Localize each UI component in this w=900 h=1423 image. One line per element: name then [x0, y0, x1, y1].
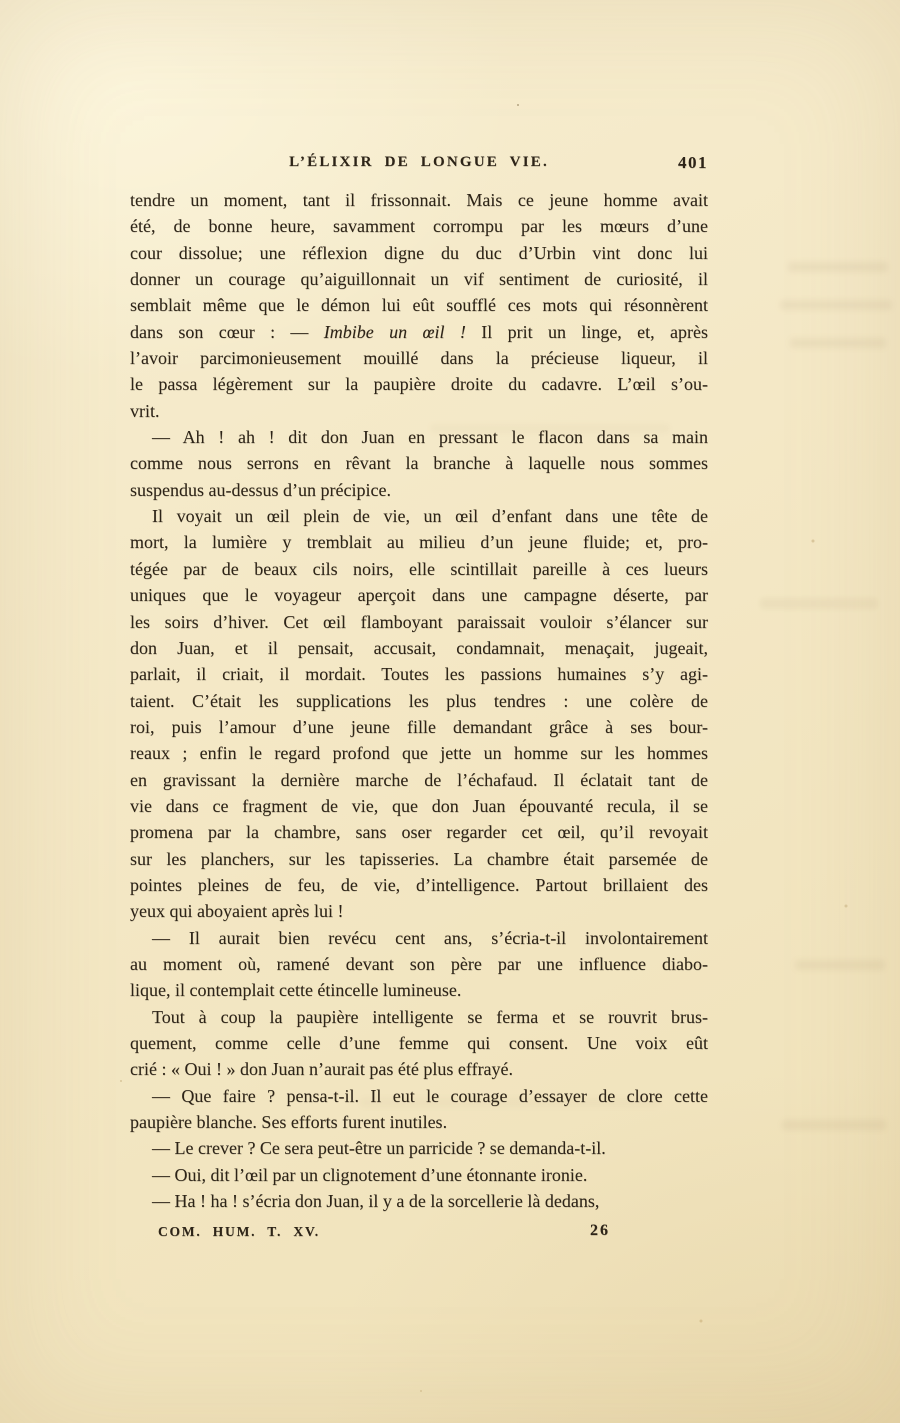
text-segment: dans son cœur : —	[130, 321, 324, 342]
paragraph	[130, 503, 708, 925]
text-segment: — Le crever ? Ce sera peut-être un parricide ? se demanda-t-il.	[152, 1138, 606, 1159]
text-line	[130, 688, 708, 714]
page-number: 401	[678, 153, 708, 172]
text-segment: — Oui, dit l’œil par un clignotement d’une étonnante ironie.	[152, 1164, 588, 1185]
text-segment: — Que faire ? pensa-t-il. Il eut le courage d’essayer de clore cette	[152, 1085, 708, 1106]
text-segment: — Ah ! ah ! dit don Juan en pressant le flacon dans sa main	[152, 427, 708, 448]
text-line	[130, 319, 708, 345]
text-segment: suspendus au-dessus d’un précipice.	[130, 479, 391, 500]
paragraph	[130, 1162, 708, 1188]
text-segment: le passa légèrement sur la paupière droite du cadavre. L’œil s’ou-	[130, 374, 708, 395]
text-line	[130, 529, 708, 555]
text-line	[130, 609, 708, 635]
text-segment: — Ha ! ha ! s’écria don Juan, il y a de la sorcellerie là dedans,	[152, 1191, 600, 1212]
text-line	[130, 898, 708, 924]
sheet-number: 26	[590, 1222, 610, 1240]
paragraph	[130, 1188, 708, 1214]
text-line	[130, 424, 708, 450]
text-line	[130, 635, 708, 661]
showthrough-smudge	[788, 262, 888, 272]
text-segment: au moment où, ramené devant son père par une influence diabo-	[130, 953, 708, 974]
text-line	[130, 345, 708, 371]
text-segment: — Il aurait bien revécu cent ans, s’écria-t-il involontairement	[152, 927, 708, 948]
text-line	[130, 977, 708, 1003]
showthrough-smudge	[790, 338, 886, 348]
text-segment: quement, comme celle d’une femme qui consent. Une voix eût	[130, 1033, 708, 1053]
text-line	[130, 187, 708, 213]
text-block	[130, 153, 708, 1244]
showthrough-smudge	[782, 1120, 886, 1130]
signature-mark: COM. HUM. T. XV.	[158, 1224, 320, 1240]
text-line	[130, 793, 708, 819]
text-segment: lique, il contemplait cette étincelle lumineuse.	[130, 980, 462, 1001]
text-segment: uniques que le voyageur aperçoit dans une campagne déserte, par	[130, 585, 708, 606]
text-segment: Il prit un linge, et, après	[465, 321, 708, 342]
text-segment: été, de bonne heure, savamment corrompu par les mœurs d’une	[130, 216, 708, 237]
text-line	[130, 582, 708, 608]
text-line	[130, 266, 708, 292]
text-segment: l’avoir parcimonieusement mouillé dans la précieuse liqueur, il	[130, 348, 708, 369]
text-segment: roi, puis l’amour d’une jeune fille demandant grâce à ses bour-	[130, 716, 708, 737]
page-header	[130, 153, 708, 175]
text-segment: donner un courage qu’aiguillonnait un vif sentiment de curiosité, il	[130, 269, 708, 290]
showthrough-smudge	[760, 598, 878, 609]
text-segment: les soirs d’hiver. Cet œil flamboyant paraissait vouloir s’élancer sur	[130, 611, 708, 632]
text-line	[130, 1109, 708, 1135]
text-segment: vrit.	[130, 400, 160, 421]
text-segment: reaux ; enfin le regard profond que jette un homme sur les hommes	[130, 743, 708, 764]
showthrough-smudge	[780, 300, 892, 310]
paragraph	[130, 424, 708, 503]
text-line	[130, 240, 708, 266]
text-segment: taient. C’était les supplications les plus tendres : une colère de	[130, 690, 708, 711]
text-segment: promena par la chambre, sans oser regarder cet œil, qu’il revoyait	[130, 822, 708, 843]
running-title: L’ÉLIXIR DE LONGUE VIE.	[289, 154, 549, 170]
text-line	[130, 846, 708, 872]
paragraphs	[130, 187, 708, 1214]
text-line	[130, 872, 708, 898]
text-segment: vie dans ce fragment de vie, que don Juan épouvanté recula, il se	[130, 795, 708, 816]
text-line	[130, 292, 708, 318]
paragraph	[130, 925, 708, 1004]
paragraph	[130, 1135, 708, 1161]
text-line	[130, 1030, 708, 1056]
paper-speckles	[0, 0, 2, 2]
text-line	[130, 1056, 708, 1082]
text-line	[130, 661, 708, 687]
text-segment: parlait, il criait, il mordait. Toutes les passions humaines s’y agi-	[130, 664, 708, 685]
text-line	[130, 503, 708, 529]
text-segment: mort, la lumière y tremblait au milieu d’un jeune fluide; et, pro-	[130, 532, 708, 553]
text-segment: cour dissolue; une réflexion digne du duc d’Urbin vint donc lui	[130, 242, 708, 263]
text-segment: crié : « Oui ! » don Juan n’aurait pas été plus effrayé.	[130, 1059, 514, 1080]
text-line	[130, 1004, 708, 1030]
text-segment: yeux qui aboyaient après lui !	[130, 901, 344, 922]
text-segment: sur les planchers, sur les tapisseries. La chambre était parsemée de	[130, 848, 708, 869]
text-line	[130, 1188, 708, 1214]
text-line	[130, 477, 708, 503]
text-line	[130, 213, 708, 239]
text-line	[130, 951, 708, 977]
text-line	[130, 450, 708, 476]
text-line	[130, 1135, 708, 1161]
text-line	[130, 714, 708, 740]
text-segment: tendre un moment, tant il frissonnait. Mais ce jeune homme avait	[130, 190, 708, 210]
text-line	[130, 371, 708, 397]
text-segment: semblait même que le démon lui eût soufflé ces mots qui résonnèrent	[130, 295, 708, 316]
paragraph	[130, 1083, 708, 1136]
paragraph	[130, 187, 708, 424]
text-line	[130, 556, 708, 582]
text-line	[130, 925, 708, 951]
text-line	[130, 767, 708, 793]
paragraph	[130, 1004, 708, 1083]
text-segment: don Juan, et il pensait, accusait, condamnait, menaçait, jugeait,	[130, 637, 708, 658]
text-segment: comme nous serrons en rêvant la branche à laquelle nous sommes	[130, 453, 708, 474]
text-segment: Tout à coup la paupière intelligente se ferma et se rouvrit brus-	[152, 1006, 708, 1027]
page-footer	[130, 1222, 708, 1244]
text-segment: tégée par de beaux cils noirs, elle scintillait pareille à ces lueurs	[130, 558, 708, 579]
italic-text: Imbibe un œil !	[323, 321, 466, 342]
text-line	[130, 740, 708, 766]
text-segment: pointes pleines de feu, de vie, d’intelligence. Partout brillaient des	[130, 874, 708, 895]
text-line	[130, 1162, 708, 1188]
text-line	[130, 1083, 708, 1109]
text-segment: paupière blanche. Ses efforts furent inutiles.	[130, 1112, 448, 1133]
text-line	[130, 819, 708, 845]
text-line	[130, 398, 708, 424]
text-segment: en gravissant la dernière marche de l’échafaud. Il éclatait tant de	[130, 769, 708, 790]
text-segment: Il voyait un œil plein de vie, un œil d’enfant dans une tête de	[152, 506, 708, 527]
showthrough-smudge	[795, 960, 885, 970]
